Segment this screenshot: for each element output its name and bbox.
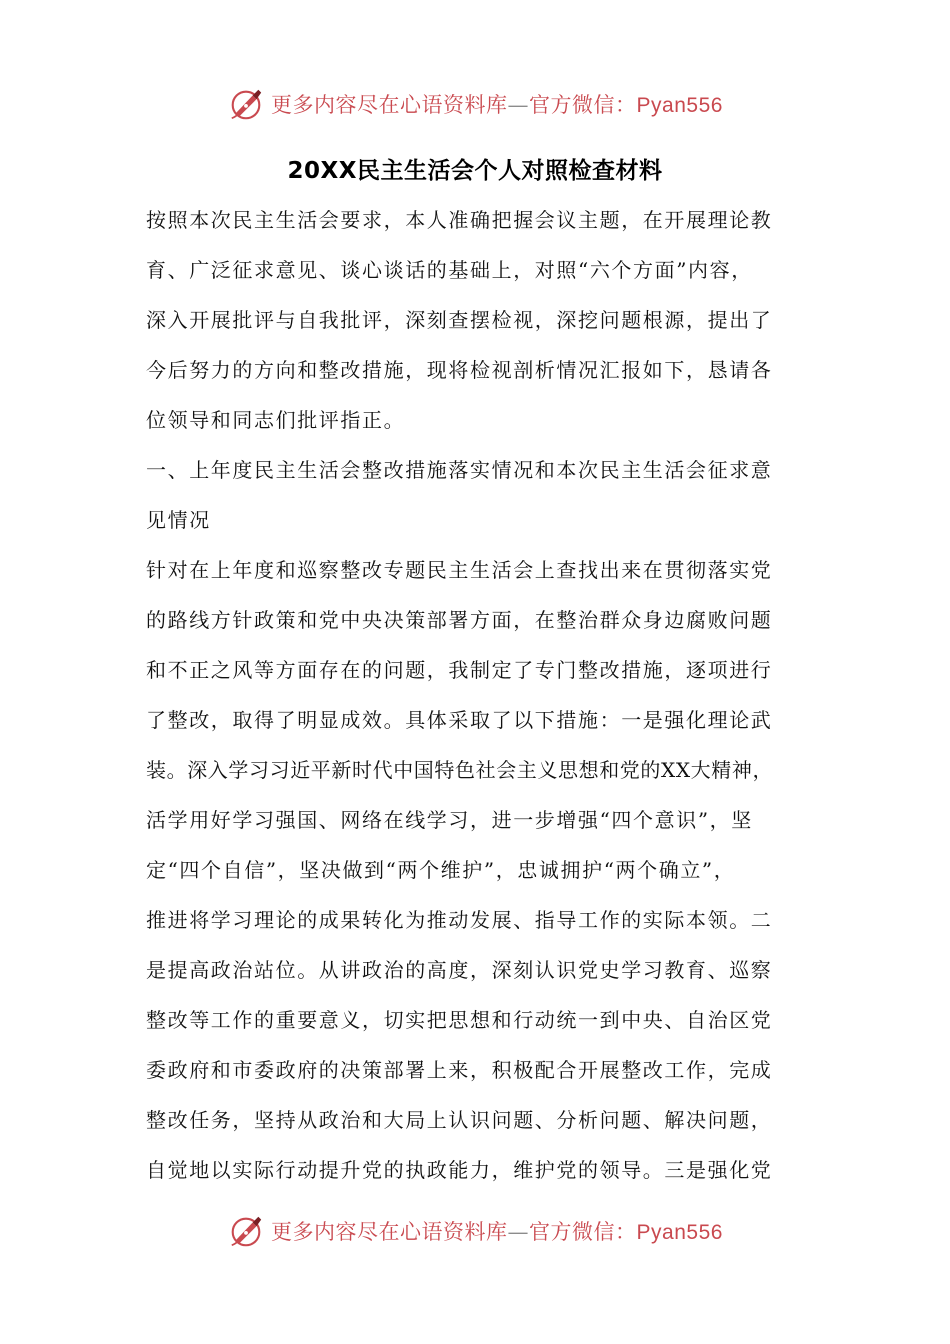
body-line: 按照本次民主生活会要求，本人准确把握会议主题，在开展理论教: [146, 208, 773, 232]
header-watermark: [0, 82, 950, 126]
section-heading-line: 见情况: [146, 508, 211, 532]
body-line: 位领导和同志们批评指正。: [146, 408, 406, 432]
watermark-label: 官方微信：: [529, 1220, 637, 1244]
body-line: 是提高政治站位。从讲政治的高度，深刻认识党史学习教育、巡察: [146, 958, 773, 982]
body-line: 和不正之风等方面存在的问题，我制定了专门整改措施，逐项进行: [146, 658, 773, 682]
body-line: 了整改，取得了明显成效。具体采取了以下措施：一是强化理论武: [146, 708, 773, 732]
document-title: 20XX民主生活会个人对照检查材料: [287, 158, 663, 184]
body-line: 活学用好学习强国、网络在线学习，进一步增强“四个意识”，坚: [146, 808, 753, 832]
body-line: 针对在上年度和巡察整改专题民主生活会上查找出来在贯彻落实党: [146, 558, 773, 582]
body-line: 定“四个自信”，坚决做到“两个维护”，忠诚拥护“两个确立”，: [146, 858, 736, 882]
watermark-dash: —: [507, 93, 530, 117]
body-line: 推进将学习理论的成果转化为推动发展、指导工作的实际本领。二: [146, 908, 773, 932]
watermark-text: [271, 1216, 723, 1246]
section-heading-line: 一、上年度民主生活会整改措施落实情况和本次民主生活会征求意: [146, 458, 773, 482]
watermark-wechat-id: Pyan556: [636, 94, 723, 117]
body-line: 的路线方针政策和党中央决策部署方面，在整治群众身边腐败问题: [146, 608, 773, 632]
body-line: 委政府和市委政府的决策部署上来，积极配合开展整改工作，完成: [146, 1058, 773, 1082]
pen-nib-logo-icon: [227, 85, 265, 123]
body-line: 自觉地以实际行动提升党的执政能力，维护党的领导。三是强化党: [146, 1158, 773, 1182]
body-line: 整改任务，坚持从政治和大局上认识问题、分析问题、解决问题，: [146, 1108, 773, 1132]
document-body: [146, 195, 816, 1195]
pen-nib-logo-icon: [227, 1212, 265, 1250]
body-line: 装。深入学习习近平新时代中国特色社会主义思想和党的XX大精神，: [146, 758, 774, 782]
body-line: 深入开展批评与自我批评，深刻查摆检视，深挖问题根源，提出了: [146, 308, 773, 332]
watermark-dash: —: [507, 1220, 530, 1244]
body-line: 整改等工作的重要意义，切实把思想和行动统一到中央、自治区党: [146, 1008, 773, 1032]
watermark-text: [271, 89, 723, 119]
body-line: 育、广泛征求意见、谈心谈话的基础上，对照“六个方面”内容，: [146, 258, 753, 282]
watermark-brand: 更多内容尽在心语资料库: [271, 1220, 508, 1244]
watermark-label: 官方微信：: [529, 93, 637, 117]
watermark-brand: 更多内容尽在心语资料库: [271, 93, 508, 117]
watermark-wechat-id: Pyan556: [636, 1221, 723, 1244]
footer-watermark: [0, 1209, 950, 1253]
body-line: 今后努力的方向和整改措施，现将检视剖析情况汇报如下，恳请各: [146, 358, 773, 382]
